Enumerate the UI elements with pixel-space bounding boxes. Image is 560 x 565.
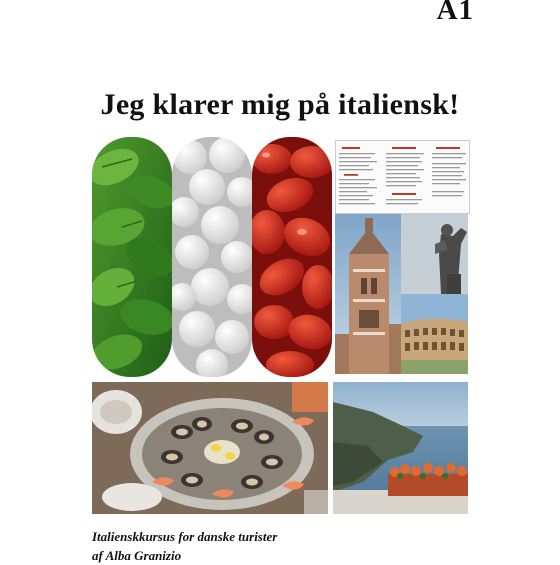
colosseum-photo (401, 294, 468, 374)
page-title: Jeg klarer mig på italiensk! (100, 88, 460, 121)
basil-photo (92, 137, 172, 377)
tomatoes-photo (252, 137, 332, 377)
subtitle (92, 527, 452, 565)
seafood-platter-photo (92, 382, 328, 514)
subtitle-author: af Alba Granizio (92, 548, 182, 563)
subtitle-course: Italienskkursus for danske turister (92, 529, 278, 544)
level-badge: A1 (436, 0, 474, 26)
mozzarella-photo (172, 137, 252, 377)
amalfi-coast-photo (333, 382, 468, 514)
restaurant-menu-photo (335, 140, 470, 214)
statue-photo (401, 214, 468, 294)
florence-cathedral-photo (335, 214, 401, 374)
